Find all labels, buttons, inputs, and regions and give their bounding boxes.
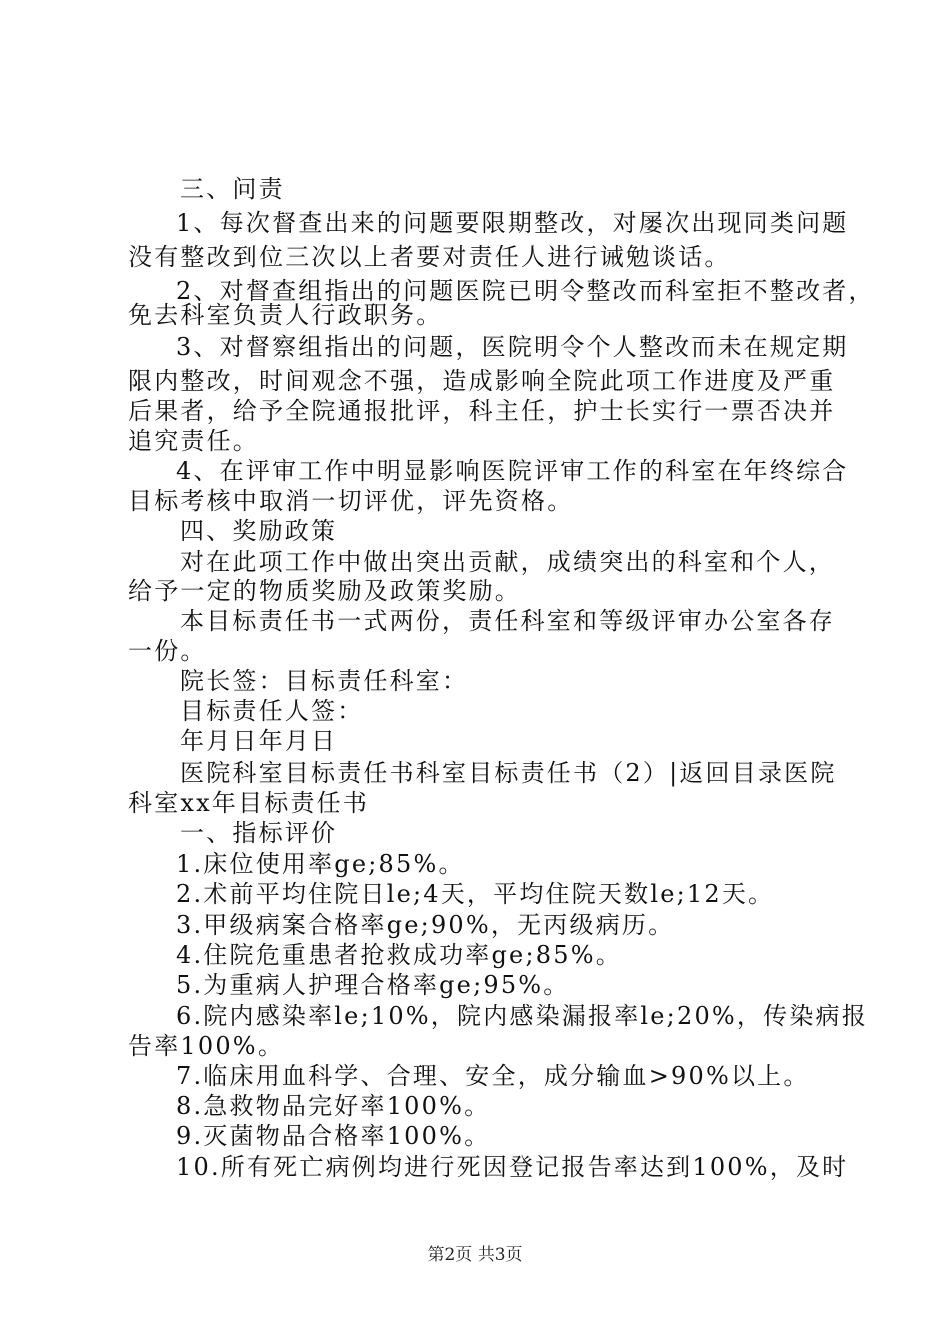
paragraph-line: 1、每次督查出来的问题要限期整改，对屡次出现同类问题: [176, 209, 849, 237]
section-heading-indicators: 一、指标评价: [180, 819, 338, 847]
paragraph-line: 科室xx年目标责任书: [128, 789, 370, 817]
list-item: 8.急救物品完好率100%。: [176, 1092, 491, 1120]
list-item: 3.甲级病案合格率ge;90%，无丙级病历。: [176, 911, 675, 939]
paragraph-line: 给予一定的物质奖励及政策奖励。: [128, 577, 521, 605]
paragraph-line: 后果者，给予全院通报批评，科主任，护士长实行一票否决并: [128, 397, 836, 425]
list-item: 10.所有死亡病例均进行死因登记报告率达到100%，及时: [176, 1153, 849, 1181]
section-heading-accountability: 三、问责: [180, 175, 285, 203]
list-item: 9.灭菌物品合格率100%。: [176, 1122, 491, 1150]
list-item: 2.术前平均住院日le;4天，平均住院天数le;12天。: [176, 880, 775, 908]
section-heading-rewards: 四、奖励政策: [180, 517, 338, 545]
list-item: 4.住院危重患者抢救成功率ge;85%。: [176, 941, 622, 969]
signature-line: 目标责任人签：: [180, 697, 364, 725]
list-item: 7.临床用血科学、合理、安全，成分输血>90%以上。: [176, 1062, 810, 1090]
paragraph-line: 4、在评审工作中明显影响医院评审工作的科室在年终综合: [176, 457, 849, 485]
list-item: 告率100%。: [128, 1032, 285, 1060]
list-item: 5.为重病人护理合格率ge;95%。: [176, 971, 570, 999]
paragraph-line: 医院科室目标责任书科室目标责任书（2）|返回目录医院: [180, 759, 837, 787]
list-item: 6.院内感染率le;10%，院内感染漏报率le;20%，传染病报: [176, 1002, 868, 1030]
paragraph-line: 3、对督察组指出的问题，医院明令个人整改而未在规定期: [176, 333, 849, 361]
paragraph-line: 追究责任。: [128, 427, 259, 455]
paragraph-line: 免去科室负责人行政职务。: [128, 301, 443, 329]
paragraph-line: 目标考核中取消一切评优，评先资格。: [128, 487, 574, 515]
paragraph-line: 限内整改，时间观念不强，造成影响全院此项工作进度及严重: [128, 367, 836, 395]
list-item: 1.床位使用率ge;85%。: [176, 850, 465, 878]
paragraph-line: 一份。: [128, 637, 207, 665]
date-line: 年月日年月日: [180, 727, 338, 755]
paragraph-line: 本目标责任书一式两份，责任科室和等级评审办公室各存: [180, 607, 835, 635]
signature-line: 院长签：目标责任科室：: [180, 667, 469, 695]
paragraph-line: 没有整改到位三次以上者要对责任人进行诫勉谈话。: [128, 243, 731, 271]
paragraph-line: 对在此项工作中做出突出贡献，成绩突出的科室和个人，: [180, 548, 835, 576]
page-number: 第2页 共3页: [427, 1245, 523, 1265]
paragraph-line: 2、对督查组指出的问题医院已明令整改而科室拒不整改者，: [176, 277, 875, 305]
